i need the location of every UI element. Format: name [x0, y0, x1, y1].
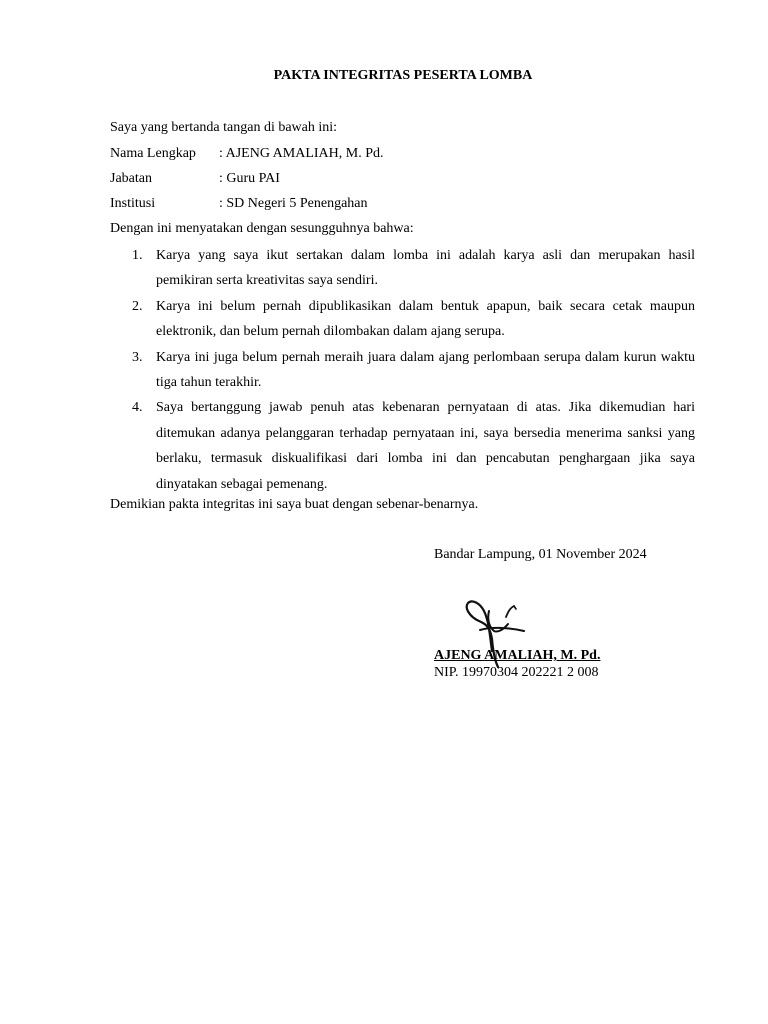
- list-item-number: 3.: [132, 349, 143, 365]
- field-value: : AJENG AMALIAH, M. Pd.: [219, 146, 384, 161]
- list-item-text: Karya yang saya ikut sertakan dalam lomba ini adalah karya asli dan merupakan hasil pemikiran serta kreativitas saya sendiri.: [156, 248, 695, 289]
- statement-list: [110, 243, 695, 497]
- field-full-name: [110, 145, 384, 163]
- document-title: PAKTA INTEGRITAS PESERTA LOMBA: [273, 68, 533, 83]
- field-label: Nama Lengkap: [110, 146, 196, 161]
- field-value: : SD Negeri 5 Penengahan: [219, 196, 368, 211]
- list-item: [110, 395, 695, 497]
- place-date: Bandar Lampung, 01 November 2024: [434, 547, 647, 562]
- field-value: : Guru PAI: [219, 171, 280, 186]
- list-item: [110, 294, 695, 345]
- field-label: Jabatan: [110, 171, 152, 186]
- statement-text: Dengan ini menyatakan dengan sesungguhnya bahwa:: [110, 221, 414, 236]
- signer-nip: NIP. 19970304 202221 2 008: [434, 665, 599, 680]
- field-position: [110, 170, 280, 188]
- list-item-text: Karya ini juga belum pernah meraih juara dalam ajang perlombaan serupa dalam kurun waktu tiga tahun terakhir.: [156, 349, 695, 391]
- closing-text: Demikian pakta integritas ini saya buat dengan sebenar-benarnya.: [110, 497, 479, 512]
- list-item-text: Karya ini belum pernah dipublikasikan dalam bentuk apapun, baik secara cetak maupun elektronik, dan belum pernah dilombakan dalam ajang serupa.: [156, 298, 695, 340]
- list-item-number: 4.: [132, 400, 143, 416]
- field-institution: [110, 195, 368, 213]
- list-item-text: Saya bertanggung jawab penuh atas kebenaran pernyataan di atas. Jika dikemudian hari ditemukan adanya pelanggaran terhadap pernyataan ini, saya bersedia menerima sanksi yang berlaku, termasuk diskualifikasi dari lomba ini dan pencabutan penghargaan jika saya dinyatakan sebagai pemenang.: [156, 400, 695, 492]
- list-item-number: 2.: [132, 298, 143, 314]
- intro-text: Saya yang bertanda tangan di bawah ini:: [110, 120, 338, 135]
- list-item: [110, 243, 695, 294]
- list-item-number: 1.: [132, 248, 143, 263]
- field-label: Institusi: [110, 196, 156, 211]
- list-item: [110, 345, 695, 396]
- signer-name: AJENG AMALIAH, M. Pd.: [434, 648, 601, 663]
